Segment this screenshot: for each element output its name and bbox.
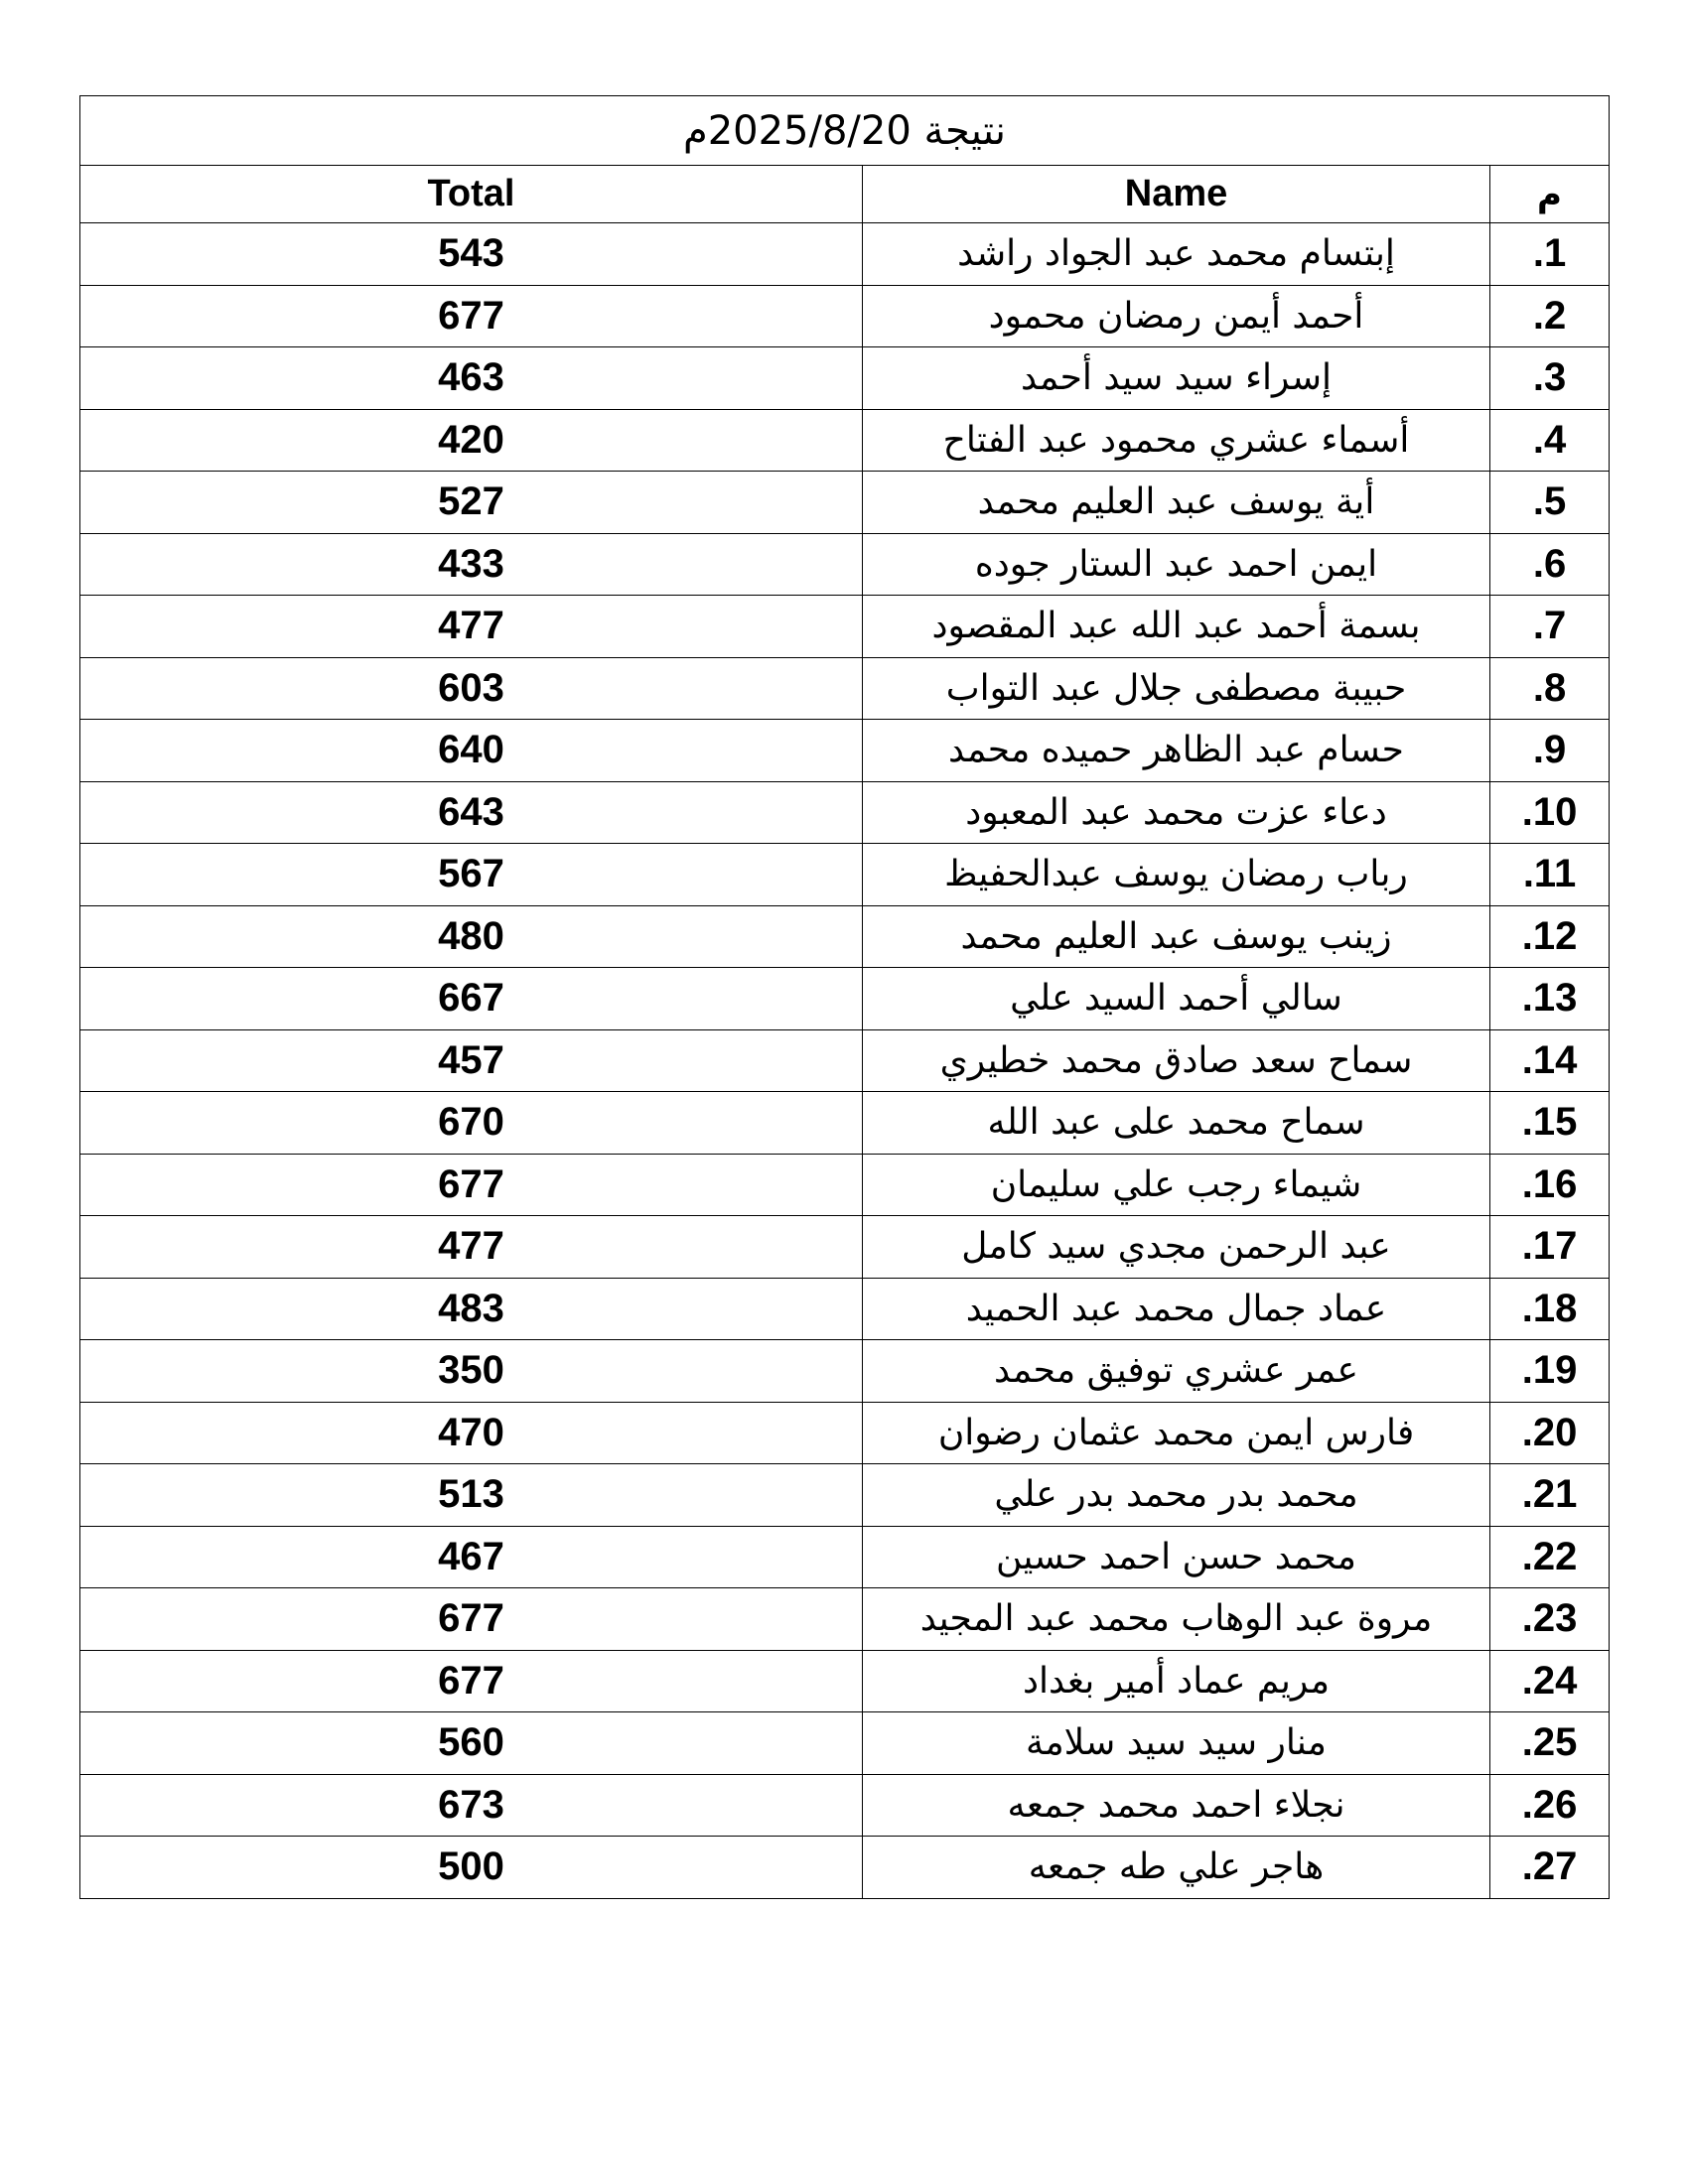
table-row <box>80 596 1610 658</box>
row-total: 467 <box>80 1526 863 1588</box>
row-number: .26 <box>1490 1774 1610 1837</box>
document-title: نتيجة 2025/8/20م <box>80 96 1610 166</box>
row-total: 560 <box>80 1712 863 1775</box>
row-number: .18 <box>1490 1278 1610 1340</box>
row-number: .22 <box>1490 1526 1610 1588</box>
row-number: .13 <box>1490 968 1610 1030</box>
row-name: رباب رمضان يوسف عبدالحفيظ <box>863 844 1490 906</box>
table-row <box>80 347 1610 410</box>
table-row <box>80 285 1610 347</box>
table-row <box>80 657 1610 720</box>
header-total: Total <box>80 166 863 223</box>
row-name: بسمة أحمد عبد الله عبد المقصود <box>863 596 1490 658</box>
table-row <box>80 1340 1610 1403</box>
row-name: شيماء رجب علي سليمان <box>863 1154 1490 1216</box>
row-total: 670 <box>80 1092 863 1155</box>
row-total: 677 <box>80 285 863 347</box>
row-number: .27 <box>1490 1837 1610 1899</box>
row-total: 463 <box>80 347 863 410</box>
row-number: .14 <box>1490 1029 1610 1092</box>
row-number: .7 <box>1490 596 1610 658</box>
row-total: 543 <box>80 223 863 286</box>
row-number: .15 <box>1490 1092 1610 1155</box>
row-name: عمر عشري توفيق محمد <box>863 1340 1490 1403</box>
header-number: م <box>1490 166 1610 223</box>
row-name: إبتسام محمد عبد الجواد راشد <box>863 223 1490 286</box>
row-name: حسام عبد الظاهر حميده محمد <box>863 720 1490 782</box>
row-number: .4 <box>1490 409 1610 472</box>
row-name: حبيبة مصطفى جلال عبد التواب <box>863 657 1490 720</box>
row-total: 603 <box>80 657 863 720</box>
row-total: 673 <box>80 1774 863 1837</box>
row-number: .25 <box>1490 1712 1610 1775</box>
row-name: هاجر علي طه جمعه <box>863 1837 1490 1899</box>
row-total: 480 <box>80 905 863 968</box>
row-number: .17 <box>1490 1216 1610 1279</box>
row-name: أية يوسف عبد العليم محمد <box>863 472 1490 534</box>
row-total: 640 <box>80 720 863 782</box>
row-name: منار سيد سيد سلامة <box>863 1712 1490 1775</box>
row-total: 513 <box>80 1464 863 1527</box>
row-total: 677 <box>80 1588 863 1651</box>
row-total: 667 <box>80 968 863 1030</box>
row-total: 527 <box>80 472 863 534</box>
row-number: .19 <box>1490 1340 1610 1403</box>
row-total: 643 <box>80 781 863 844</box>
row-name: أسماء عشري محمود عبد الفتاح <box>863 409 1490 472</box>
row-total: 677 <box>80 1154 863 1216</box>
row-total: 483 <box>80 1278 863 1340</box>
row-name: محمد بدر محمد بدر علي <box>863 1464 1490 1527</box>
row-name: إسراء سيد سيد أحمد <box>863 347 1490 410</box>
row-name: محمد حسن احمد حسين <box>863 1526 1490 1588</box>
table-row <box>80 720 1610 782</box>
table-row <box>80 1650 1610 1712</box>
row-number: .5 <box>1490 472 1610 534</box>
row-total: 433 <box>80 533 863 596</box>
header-name: Name <box>863 166 1490 223</box>
table-row <box>80 409 1610 472</box>
results-table <box>79 95 1610 1899</box>
row-number: .20 <box>1490 1402 1610 1464</box>
row-number: .23 <box>1490 1588 1610 1651</box>
row-total: 470 <box>80 1402 863 1464</box>
table-row <box>80 1588 1610 1651</box>
table-row <box>80 781 1610 844</box>
row-number: .3 <box>1490 347 1610 410</box>
table-row <box>80 533 1610 596</box>
results-sheet <box>79 95 1609 1899</box>
row-total: 477 <box>80 1216 863 1279</box>
table-row <box>80 968 1610 1030</box>
table-row <box>80 1092 1610 1155</box>
row-total: 567 <box>80 844 863 906</box>
row-number: .9 <box>1490 720 1610 782</box>
row-name: سماح سعد صادق محمد خطيري <box>863 1029 1490 1092</box>
table-row <box>80 1216 1610 1279</box>
row-total: 457 <box>80 1029 863 1092</box>
row-name: ايمن احمد عبد الستار جوده <box>863 533 1490 596</box>
title-row <box>80 96 1610 166</box>
row-total: 677 <box>80 1650 863 1712</box>
table-row <box>80 844 1610 906</box>
table-row <box>80 472 1610 534</box>
table-row <box>80 1837 1610 1899</box>
row-name: عماد جمال محمد عبد الحميد <box>863 1278 1490 1340</box>
row-name: مروة عبد الوهاب محمد عبد المجيد <box>863 1588 1490 1651</box>
row-name: عبد الرحمن مجدي سيد كامل <box>863 1216 1490 1279</box>
table-row <box>80 1154 1610 1216</box>
row-name: سالي أحمد السيد علي <box>863 968 1490 1030</box>
row-total: 420 <box>80 409 863 472</box>
row-name: دعاء عزت محمد عبد المعبود <box>863 781 1490 844</box>
row-number: .16 <box>1490 1154 1610 1216</box>
row-name: زينب يوسف عبد العليم محمد <box>863 905 1490 968</box>
row-total: 477 <box>80 596 863 658</box>
table-row <box>80 1029 1610 1092</box>
row-number: .8 <box>1490 657 1610 720</box>
table-row <box>80 1712 1610 1775</box>
row-total: 350 <box>80 1340 863 1403</box>
table-row <box>80 905 1610 968</box>
row-name: نجلاء احمد محمد جمعه <box>863 1774 1490 1837</box>
row-total: 500 <box>80 1837 863 1899</box>
table-row <box>80 1526 1610 1588</box>
row-number: .12 <box>1490 905 1610 968</box>
row-number: .1 <box>1490 223 1610 286</box>
row-number: .24 <box>1490 1650 1610 1712</box>
table-row <box>80 223 1610 286</box>
row-number: .11 <box>1490 844 1610 906</box>
table-row <box>80 1278 1610 1340</box>
row-name: مريم عماد أمير بغداد <box>863 1650 1490 1712</box>
row-number: .6 <box>1490 533 1610 596</box>
header-row <box>80 166 1610 223</box>
row-number: .2 <box>1490 285 1610 347</box>
row-number: .10 <box>1490 781 1610 844</box>
table-row <box>80 1464 1610 1527</box>
row-number: .21 <box>1490 1464 1610 1527</box>
row-name: سماح محمد على عبد الله <box>863 1092 1490 1155</box>
row-name: فارس ايمن محمد عثمان رضوان <box>863 1402 1490 1464</box>
row-name: أحمد أيمن رمضان محمود <box>863 285 1490 347</box>
table-row <box>80 1402 1610 1464</box>
table-row <box>80 1774 1610 1837</box>
